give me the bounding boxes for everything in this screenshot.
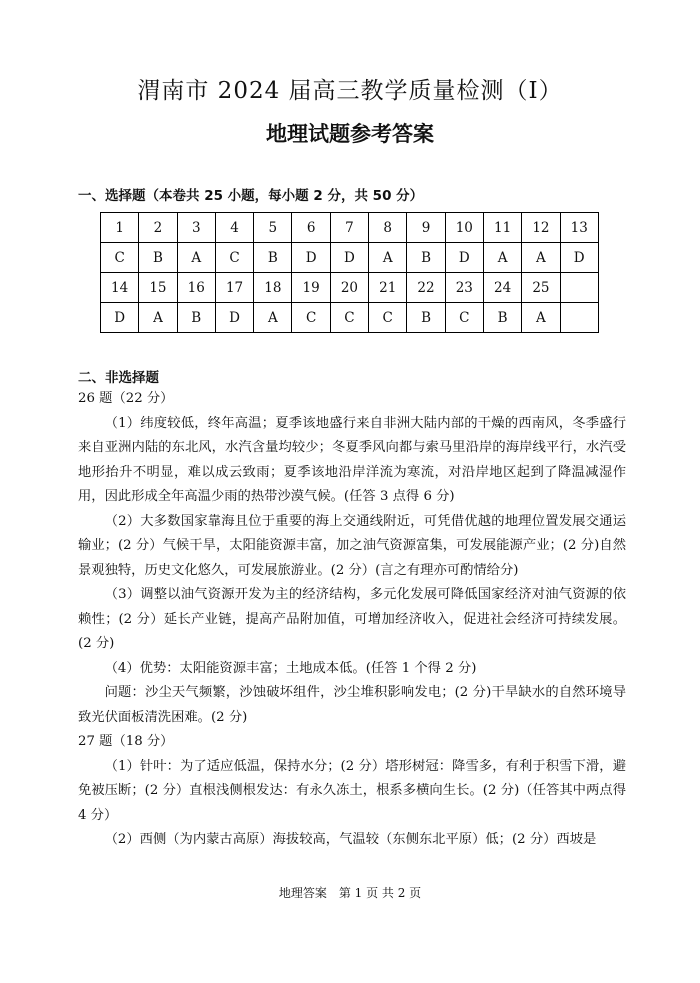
answer-paragraph: （1）纬度较低，终年高温；夏季该地盛行来自非洲大陆内部的干燥的西南风，冬季盛行来自亚洲内陆的东北风，水汽含量均较少；冬夏季风向都与索马里沿岸的海岸线平行，水汽受地形抬升不明显，难以成云致雨；夏季该地沿岸洋流为寒流，对沿岸地区起到了降温减湿作用，因此形成全年高温少雨的热带沙漠气候。(任答 3 点得 6 分) xyxy=(78,415,626,504)
page-footer: 地理答案 第 1 页 共 2 页 xyxy=(278,886,422,900)
answer-cell: C xyxy=(445,303,483,333)
answer-paragraph: 问题：沙尘天气频繁，沙蚀破坏组件，沙尘堆积影响发电；(2 分)干旱缺水的自然环境导致光伏面板清洗困难。(2 分) xyxy=(78,685,626,725)
question-number-cell: 1 xyxy=(101,213,139,243)
answer-row xyxy=(101,243,599,273)
question-number-cell: 18 xyxy=(254,273,292,303)
question-number-cell: 5 xyxy=(254,213,292,243)
question-number-cell: 17 xyxy=(215,273,253,303)
answer-cell: B xyxy=(483,303,521,333)
page-subtitle: 地理试题参考答案 xyxy=(266,122,434,146)
question-number-cell: 10 xyxy=(445,213,483,243)
answer-cell: D xyxy=(560,243,598,273)
question-number-cell: 19 xyxy=(292,273,330,303)
section-1-heading: 一、选择题（本卷共 25 小题，每小题 2 分，共 50 分） xyxy=(78,188,424,204)
answer-cell: D xyxy=(292,243,330,273)
answer-cell: B xyxy=(254,243,292,273)
answer-cell xyxy=(560,303,598,333)
answer-cell: C xyxy=(369,303,407,333)
answer-cell: D xyxy=(330,243,368,273)
question-number-cell xyxy=(560,273,598,303)
answer-cell: A xyxy=(369,243,407,273)
question-number-cell: 3 xyxy=(177,213,215,243)
question-heading: 27 题（18 分） xyxy=(78,734,174,749)
answer-cell: D xyxy=(445,243,483,273)
question-number-cell: 15 xyxy=(139,273,177,303)
question-number-cell: 21 xyxy=(369,273,407,303)
question-number-cell: 24 xyxy=(483,273,521,303)
answer-table xyxy=(100,212,599,333)
answer-cell: B xyxy=(139,243,177,273)
answer-cell: C xyxy=(330,303,368,333)
answer-cell: D xyxy=(101,303,139,333)
answer-cell: A xyxy=(522,243,560,273)
question-number-cell: 12 xyxy=(522,213,560,243)
answer-cell: A xyxy=(139,303,177,333)
question-number-cell: 14 xyxy=(101,273,139,303)
answer-cell: C xyxy=(215,243,253,273)
answer-cell: C xyxy=(101,243,139,273)
question-heading: 26 题（22 分） xyxy=(78,391,174,406)
question-number-cell: 8 xyxy=(369,213,407,243)
answer-paragraph: （1）针叶：为了适应低温，保持水分；(2 分）塔形树冠：降雪多，有利于积雪下滑，避免被压断；(2 分）直根浅侧根发达：有永久冻土，根系多横向生长。(2 分)（任答其中两点得 4 分） xyxy=(78,758,626,823)
page-title: 渭南市 2024 届高三教学质量检测（Ⅰ） xyxy=(137,78,563,104)
answer-cell: B xyxy=(177,303,215,333)
question-number-cell: 11 xyxy=(483,213,521,243)
answer-row xyxy=(101,303,599,333)
question-number-cell: 7 xyxy=(330,213,368,243)
question-number-row xyxy=(101,213,599,243)
question-number-cell: 9 xyxy=(407,213,445,243)
question-number-cell: 16 xyxy=(177,273,215,303)
question-number-cell: 25 xyxy=(522,273,560,303)
answer-paragraph: （3）调整以油气资源开发为主的经济结构，多元化发展可降低国家经济对油气资源的依赖性；(2 分）延长产业链，提高产品附加值，可增加经济收入，促进社会经济可持续发展。(2 分) xyxy=(78,587,626,651)
answer-cell: D xyxy=(215,303,253,333)
answer-paragraph: （2）大多数国家靠海且位于重要的海上交通线附近，可凭借优越的地理位置发展交通运输业；(2 分）气候干旱，太阳能资源丰富，加之油气资源富集，可发展能源产业；(2 分)自然景观独特，历史文化悠久，可发展旅游业。(2 分）(言之有理亦可酌情给分) xyxy=(78,513,626,578)
answer-paragraph: （2）西侧（为内蒙古高原）海拔较高，气温较（东侧东北平原）低；(2 分）西坡是 xyxy=(104,832,597,847)
question-number-cell: 4 xyxy=(215,213,253,243)
section-2-heading: 二、非选择题 xyxy=(78,370,159,386)
question-number-cell: 20 xyxy=(330,273,368,303)
answer-cell: B xyxy=(407,303,445,333)
question-number-cell: 2 xyxy=(139,213,177,243)
answer-content xyxy=(78,387,626,853)
question-number-cell: 22 xyxy=(407,273,445,303)
question-number-cell: 6 xyxy=(292,213,330,243)
answer-cell: B xyxy=(407,243,445,273)
answer-cell: A xyxy=(522,303,560,333)
answer-cell: A xyxy=(254,303,292,333)
answer-cell: C xyxy=(292,303,330,333)
answer-cell: A xyxy=(177,243,215,273)
question-number-row xyxy=(101,273,599,303)
answer-paragraph: （4）优势：太阳能资源丰富；土地成本低。(任答 1 个得 2 分) xyxy=(104,660,477,676)
answer-cell: A xyxy=(483,243,521,273)
question-number-cell: 23 xyxy=(445,273,483,303)
question-number-cell: 13 xyxy=(560,213,598,243)
